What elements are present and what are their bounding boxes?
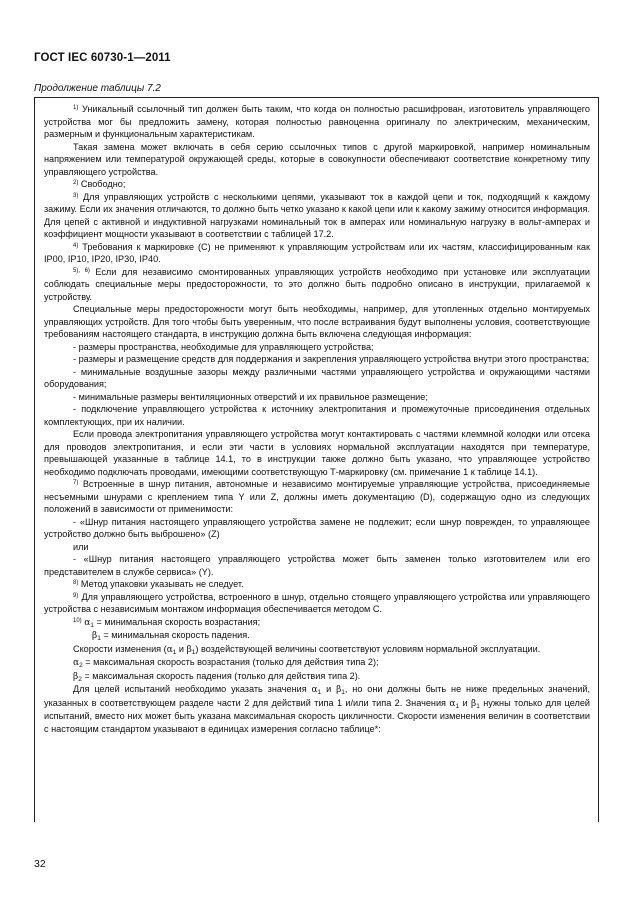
- note-paragraph: - подключение управляющего устройства к источнику электропитания и промежуточные присоединения отдельных комплектующих, при их наличии.: [44, 404, 590, 427]
- table-notes-content: [44, 103, 590, 735]
- page-number: 32: [34, 858, 46, 870]
- beta2-definition: $\beta_2$ = максимальная скорость падения (только для действия типа 2).: [73, 670, 361, 683]
- note-paragraph: $^{1)}$ Уникальный ссылочный тип должен быть таким, что когда он полностью расшифрован, изготовитель управляющего устройства мог бы предложить замену, которая полностью равноценна оригиналу по электрическим, механическим, размерным и функциональным характеристикам.: [44, 104, 590, 139]
- note-paragraph: Специальные меры предосторожности могут быть необходимы, например, для утопленных отдельно монтируемых управляющих устройств. Для того чтобы быть уверенным, что после встраивания будут выполнены условия, соответствующие требованиям настоящего стандарта, в инструкцию должна быть включена следующая информация:: [44, 304, 590, 339]
- note-paragraph: $^{7)}$ Встроенные в шнур питания, автономные и независимо монтируемые управляющие устройства, присоединяемые несъемными шнурами с креплением типа Y или Z, должны иметь документацию (D), содержащую одно из следующих положений в зависимости от применимости:: [44, 479, 590, 514]
- note-paragraph: $^{3)}$ Для управляющих устройств с несколькими цепями, указывают ток в каждой цепи и ток, подходящий к каждому зажиму. Если их значения отличаются, то должно быть четко указано к какой цепи или к какому зажиму относится информация. Для цепей с активной и индуктивной нагрузками номинальный ток в амперах или номинальную нагрузку в вольт-амперах и коэффициент мощности указывают в соответствии с таблицей 17.2.: [44, 191, 590, 239]
- note-paragraph: $^{8)}$ Метод упаковки указывать не следует.: [73, 579, 244, 589]
- note-paragraph: - размеры и размещение средств для поддержания и закрепления управляющего устройства внутри этого пространства;: [73, 354, 590, 364]
- note-paragraph: - «Шнур питания настоящего управляющего устройства замене не подлежит; если шнур поврежден, то управляющее устройство должно быть выброшено» (Z): [44, 516, 590, 539]
- note-paragraph: $^{9)}$ Для управляющего устройства, встроенного в шнур, отдельно стоящего управляющего устройства или управляющего устройства с независимым монтажом информация обеспечивается методом С.: [44, 591, 590, 614]
- note-paragraph: Такая замена может включать в себя серию ссылочных типов с другой маркировкой, например номинальным напряжением или температурой окружающей среды, которые в совокупности обеспечивают соответствие конкретному типу управляющего устройства.: [44, 141, 590, 177]
- table-continuation-caption: Продолжение таблицы 7.2: [34, 83, 161, 94]
- note-paragraph: - минимальные размеры вентиляционных отверстий и их правильное размещение;: [73, 391, 428, 402]
- note-paragraph: или: [73, 541, 89, 552]
- note-paragraph: Если провода электропитания управляющего устройства могут контактировать с частями клеммной колодки или отсека для проводов электропитания, и если эти части в условиях нормальной эксплуатации находятся при температуре, превышающей указанные в таблице 14.1, то в инструкции также должно быть указано, что управляющее устройство необходимо подключать проводами, имеющими соответствующую Т-маркировку (см. примечание 1 к таблице 14.1).: [44, 429, 590, 477]
- note-paragraph: - минимальные воздушные зазоры между различными частями управляющего устройства и окружающими частями оборудования;: [44, 366, 590, 389]
- note-10-alpha1: $^{10)}$ $\alpha_1$ = минимальная скорость возрастания;: [73, 616, 261, 629]
- note-paragraph: $^{2)}$ Свободно;: [73, 179, 126, 189]
- alpha2-definition: $\alpha_2$ = максимальная скорость возрастания (только для действия типа 2);: [73, 657, 379, 669]
- note-paragraph: $^{5), 6)}$ Если для независимо смонтированных управляющих устройств необходимо при установке или эксплуатации соблюдать специальные меры предосторожности, то это должно быть подробно описано в инструкции, прилагаемой к устройству.: [44, 266, 590, 302]
- rate-of-change-paragraph: Скорости изменения ($\alpha_1$ и $\beta_1$) воздействующей величины соответствуют условиям нормальной эксплуатации.: [73, 643, 541, 656]
- note-paragraph: - размеры пространства, необходимые для управляющего устройства;: [73, 341, 374, 352]
- test-values-paragraph: Для целей испытаний необходимо указать значения $\alpha_1$ и $\beta_1$, но они должны быть не ниже предельных значений, указанных в соответствующем разделе части 2 для действий типа 1 и/или типа 2. Значения $\alpha_1$ и $\beta_1$ нужны только для целей испытаний, вместо них может быть указана максимальная скорость цикличности. Скорости изменения величин в соответствии с настоящим стандартом указывают в единицах измерения согласно таблице*:: [44, 684, 590, 734]
- note-paragraph: $^{4)}$ Требования к маркировке (С) не применяют к управляющим устройствам или их частям, классифицированным как IP00, IP10, IP20, IP30, IP40.: [44, 241, 590, 264]
- document-header: ГОСТ IEC 60730-1—2011: [34, 52, 171, 64]
- notes-paragraphs: [44, 103, 590, 616]
- note-paragraph: - «Шнур питания настоящего управляющего устройства может быть заменен только изготовителем или его представителем в службе сервиса» (Y).: [44, 554, 590, 577]
- note-10-beta1: $\beta_1$ = минимальная скорость падения.: [92, 630, 250, 642]
